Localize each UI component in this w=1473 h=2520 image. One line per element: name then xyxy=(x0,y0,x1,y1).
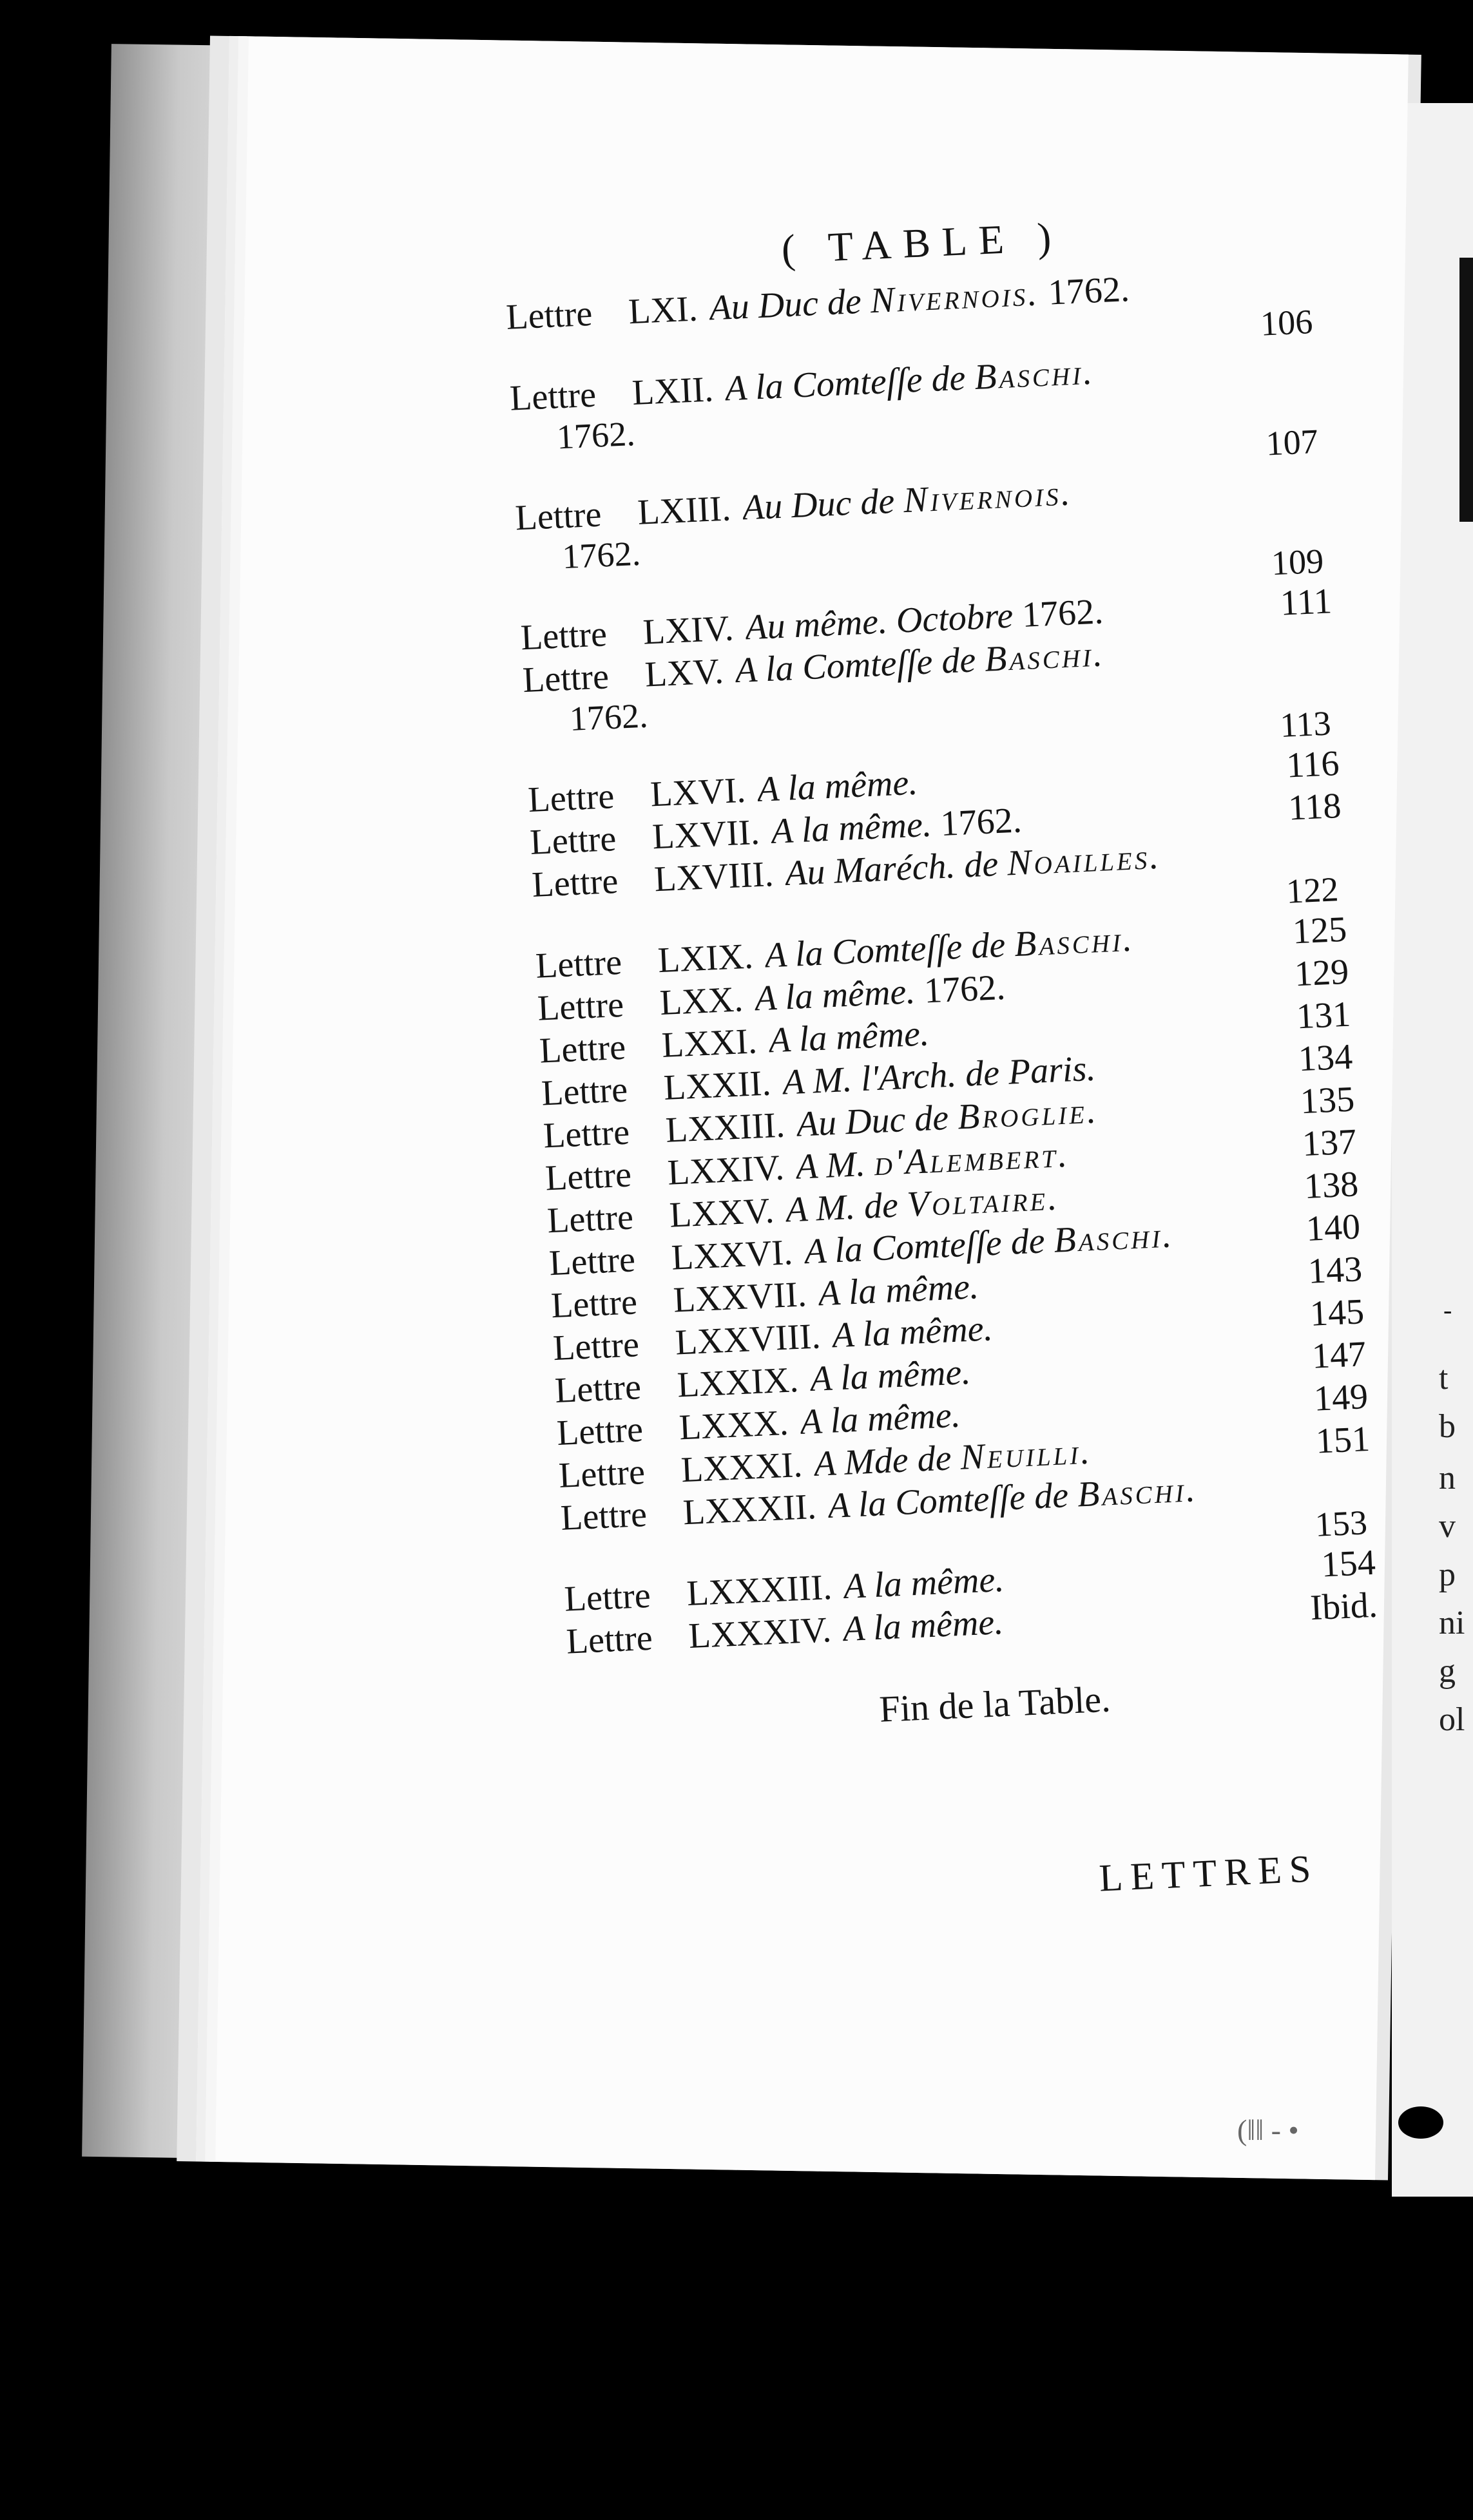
entry-numeral: LXXVII. xyxy=(672,1274,808,1321)
entry-lettre-label: Lettre xyxy=(546,1197,635,1241)
entry-page-number: 145 xyxy=(1309,1292,1365,1334)
entry-date: 1762. xyxy=(939,800,1023,845)
entry-recipient-text: A la même. xyxy=(756,762,919,810)
entry-recipient-name: Baschi. xyxy=(973,352,1096,397)
catchword: LETTRES xyxy=(1098,1847,1320,1900)
entry-page-number: 135 xyxy=(1299,1079,1356,1122)
entry-recipient-text: A la Comteſſe de xyxy=(734,640,977,691)
entry-page-number: 118 xyxy=(1287,785,1342,828)
entry-lettre-label: Lettre xyxy=(542,1112,631,1156)
entry-lettre-label: Lettre xyxy=(521,656,610,701)
adjacent-page-fragment: ol xyxy=(1439,1701,1465,1738)
entry-numeral: LXXIX. xyxy=(676,1360,800,1406)
entry-lettre-label: Lettre xyxy=(538,1027,627,1071)
entry-date: 1762. xyxy=(1047,269,1131,313)
entry-numeral: LXX. xyxy=(659,979,744,1024)
entry-numeral: LXXX. xyxy=(678,1402,789,1448)
table-of-contents xyxy=(503,202,1391,1924)
entry-date: 1762. xyxy=(568,696,649,739)
ink-blot xyxy=(1398,2106,1443,2139)
entry-page-number: 143 xyxy=(1307,1249,1363,1292)
entry-recipient-text: A la même. xyxy=(842,1601,1005,1650)
entry-recipient-text: A la même. xyxy=(817,1266,980,1314)
entry-page-number: 111 xyxy=(1279,581,1333,624)
entry-numeral: LXIV. xyxy=(642,608,735,653)
entry-lettre-label: Lettre xyxy=(548,1239,637,1284)
entry-numeral: LXXVI. xyxy=(670,1232,794,1278)
entry-recipient-text: A M. l'Arch. de Paris. xyxy=(781,1048,1097,1103)
entry-page-number: 122 xyxy=(1285,870,1340,911)
entry-numeral: LXXXI. xyxy=(680,1444,804,1491)
entry-recipient-name: Broglie. xyxy=(956,1091,1100,1138)
entry-recipient-text: Au Duc de xyxy=(795,1098,950,1145)
entry-lettre-label: Lettre xyxy=(557,1451,646,1496)
entry-recipient-text: A la même. xyxy=(770,804,933,852)
entry-recipient-name: Baschi. xyxy=(1053,1215,1175,1261)
entry-recipient-text: A la Comteſſe de xyxy=(764,924,1006,976)
entry-lettre-label: Lettre xyxy=(505,293,593,338)
entry-date: 1762. xyxy=(1021,591,1104,636)
entry-recipient-name: Neuilli. xyxy=(959,1431,1093,1478)
entry-page-number: 107 xyxy=(1265,421,1319,463)
entry-numeral: LXIX. xyxy=(657,936,755,981)
entry-list xyxy=(505,260,1378,1663)
entry-recipient-text: A M. de xyxy=(784,1185,900,1230)
entry-numeral: LXXXIV. xyxy=(688,1610,833,1657)
entry-page-number: 137 xyxy=(1301,1122,1358,1165)
adjacent-page-dash: - xyxy=(1443,1295,1452,1324)
entry-numeral: LXXIV. xyxy=(666,1147,785,1193)
entry-lettre-label: Lettre xyxy=(531,861,619,905)
entry-page-number: 131 xyxy=(1295,994,1352,1037)
entry-page-number: 138 xyxy=(1303,1164,1360,1207)
entry-page-number: 140 xyxy=(1305,1207,1362,1249)
entry-lettre-label: Lettre xyxy=(534,942,623,986)
entry-recipient-name: Baschi. xyxy=(1013,919,1136,965)
entry-lettre-label: Lettre xyxy=(559,1494,648,1538)
entry-date: 1762. xyxy=(555,414,636,457)
entry-recipient-name: Nivernois. xyxy=(902,473,1073,521)
entry-page-number: 154 xyxy=(1320,1542,1377,1585)
entry-numeral: LXXXII. xyxy=(682,1486,818,1533)
entry-recipient-text: A la même. xyxy=(842,1559,1005,1607)
entry-lettre-label: Lettre xyxy=(555,1409,644,1454)
entry-numeral: LXXII. xyxy=(662,1063,772,1108)
entry-page-number: 147 xyxy=(1311,1334,1367,1377)
entry-numeral: LXVIII. xyxy=(653,854,775,900)
entry-page-number: 129 xyxy=(1293,951,1350,995)
entry-lettre-label: Lettre xyxy=(519,614,608,658)
entry-recipient-text: A la même. xyxy=(767,1013,930,1061)
adjacent-page-fragment: p xyxy=(1439,1556,1456,1593)
page-edge-marks: (‖‖ - • xyxy=(1237,2114,1299,2146)
entry-lettre-label: Lettre xyxy=(565,1618,653,1662)
entry-page-number: 149 xyxy=(1313,1376,1369,1419)
entry-numeral: LXXI. xyxy=(660,1021,758,1066)
entry-page-number: 116 xyxy=(1285,743,1340,786)
entry-page-number: 134 xyxy=(1297,1036,1354,1080)
entry-numeral: LXII. xyxy=(631,369,715,414)
entry-page-number: Ibid. xyxy=(1309,1585,1379,1628)
entry-page-number: 106 xyxy=(1259,302,1314,343)
entry-lettre-label: Lettre xyxy=(563,1575,651,1619)
entry-numeral: LXIII. xyxy=(637,488,732,533)
entry-recipient-name: Voltaire. xyxy=(906,1178,1061,1225)
entry-recipient-text: A Mde de xyxy=(813,1438,952,1485)
entry-lettre-label: Lettre xyxy=(529,819,617,863)
entry-recipient-text: Au Duc de xyxy=(708,281,863,329)
entry-recipient-text: Au Maréch. de xyxy=(784,844,999,894)
entry-page-number: 153 xyxy=(1314,1503,1369,1544)
entry-recipient-text: Au Duc de xyxy=(741,481,896,528)
entry-recipient-name: d'Alembert. xyxy=(873,1134,1071,1184)
entry-lettre-label: Lettre xyxy=(552,1324,640,1369)
entry-recipient-text: A la même. xyxy=(753,971,916,1019)
adjacent-page-fragment: t xyxy=(1439,1360,1449,1397)
entry-page-number: 151 xyxy=(1314,1418,1371,1462)
entry-lettre-label: Lettre xyxy=(544,1154,633,1199)
entry-recipient-text: Au même. Octobre xyxy=(744,595,1014,648)
entry-recipient-text: A la même. xyxy=(831,1308,994,1356)
entry-lettre-label: Lettre xyxy=(508,374,597,419)
entry-date: 1762. xyxy=(561,533,642,577)
entry-numeral: LXXV. xyxy=(668,1190,775,1236)
entry-numeral: LXXVIII. xyxy=(674,1316,822,1363)
end-of-table: Fin de la Table. xyxy=(878,1677,1112,1730)
adjacent-page-fragment: b xyxy=(1439,1408,1456,1445)
entry-lettre-label: Lettre xyxy=(514,494,602,539)
adjacent-page-fragment: n xyxy=(1439,1460,1456,1496)
entry-lettre-label: Lettre xyxy=(536,984,625,1029)
adjacent-page-fragment: v xyxy=(1439,1508,1456,1545)
page-header: ( TABLE ) xyxy=(780,213,1064,272)
entry-lettre-label: Lettre xyxy=(554,1367,642,1411)
entry-page-number: 113 xyxy=(1279,703,1332,745)
entry-lettre-label: Lettre xyxy=(527,776,615,821)
entry-recipient-name: Baschi. xyxy=(983,634,1106,680)
entry-recipient-name: Noailles. xyxy=(1006,836,1162,884)
adjacent-page-mark xyxy=(1459,258,1473,522)
entry-recipient-text: A la Comteſſe de xyxy=(803,1221,1046,1272)
entry-recipient-text: A la même. xyxy=(798,1395,961,1442)
adjacent-page-fragment: g xyxy=(1439,1653,1456,1690)
entry-page-number: 125 xyxy=(1291,909,1348,952)
entry-recipient-text: A la même. xyxy=(809,1351,972,1400)
adjacent-page-fragment: ni xyxy=(1439,1605,1465,1641)
entry-numeral: LXVII. xyxy=(651,812,761,857)
entry-numeral: LXVI. xyxy=(650,770,747,815)
entry-recipient-text: A la Comteſſe de xyxy=(724,358,967,409)
entry-numeral: LXXXIII. xyxy=(686,1567,833,1614)
entry-date: 1762. xyxy=(923,967,1006,1011)
entry-numeral: LXI. xyxy=(627,289,698,332)
entry-numeral: LXXIII. xyxy=(664,1105,786,1150)
entry-lettre-label: Lettre xyxy=(550,1282,639,1326)
entry-numeral: LXV. xyxy=(644,651,725,695)
entry-lettre-label: Lettre xyxy=(540,1069,629,1114)
entry-recipient-name: Nivernois. xyxy=(869,273,1041,321)
entry-recipient-text: A la Comteſſe de xyxy=(827,1475,1070,1527)
entry-page-number: 109 xyxy=(1270,541,1325,583)
entry-recipient-name: Baschi. xyxy=(1076,1469,1199,1515)
entry-recipient-text: A M. xyxy=(794,1143,866,1187)
